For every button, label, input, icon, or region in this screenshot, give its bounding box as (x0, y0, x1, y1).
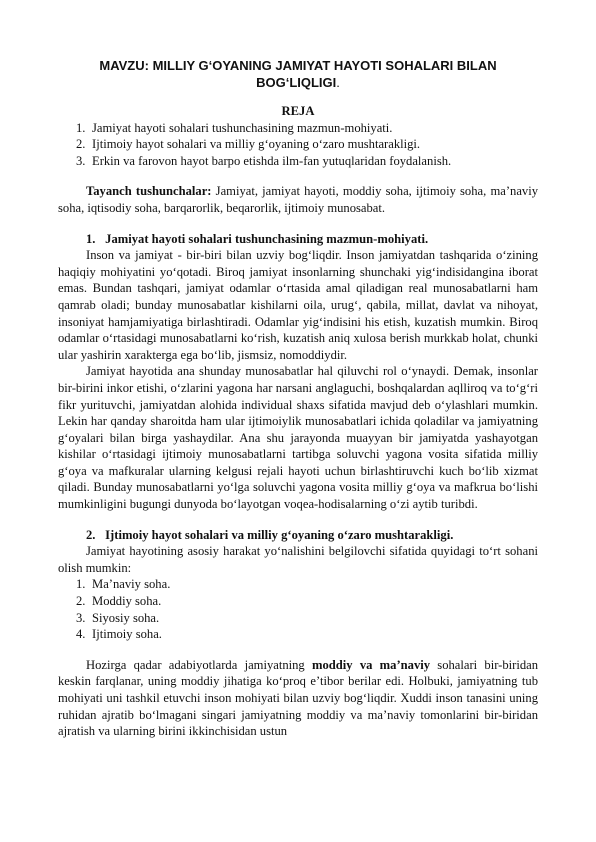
sphere-item-text: Ijtimoiy soha. (92, 627, 162, 642)
plan-list (58, 120, 538, 170)
plan-item-number: 2. (76, 137, 86, 152)
sphere-list (58, 576, 538, 642)
section-1-paragraph-1: Inson va jamiyat - bir-biri bilan uzviy bog‘liqdir. Inson jamiyatdan tashqarida o‘zining haqiqiy mohiyatini yo‘qotadi. Biroq jamiyat insonlarning shunchaki yig‘indisidangina iborat emas. Bundan tashqari, jamiyat odamlar o‘rtasida amal qiladigan real munosabatlarni ham qamrab oladi; bunday munosabatlar kishilarni oila, urug‘, qabila, millat, davlat va nihoyat, insoniyat hamjamiyatiga birlashtiradi. Odamlar yig‘indisini his etish, kuzatish mumkin. Biroq odamlar o‘rtasidagi munosabatlarni ko‘rish, kuzatish aniq xulosa berish murkkab holat, chunki ular yashirin xarakterga ega bo‘lib, jismsiz, nomoddiydir. (58, 248, 538, 362)
sphere-item-number: 1. (76, 577, 86, 592)
sphere-item (58, 576, 538, 593)
section-2-number: 2. (86, 527, 96, 542)
document-title (88, 58, 508, 91)
plan-item-number: 1. (76, 120, 86, 135)
plan-item-text: Jamiyat hayoti sohalari tushunchasining mazmun-mohiyati. (92, 120, 393, 135)
plan-item (58, 136, 538, 153)
section-2-paragraph-2 (58, 657, 538, 740)
plan-item (58, 120, 538, 137)
spacer (58, 643, 538, 657)
sphere-item (58, 610, 538, 627)
section-1-number: 1. (86, 231, 96, 246)
section-1-title: Jamiyat hayoti sohalari tushunchasining mazmun-mohiyati. (105, 231, 429, 246)
title-dot: . (336, 74, 340, 90)
section-2-title: Ijtimoiy hayot sohalari va milliy g‘oyaning o‘zaro mushtarakligi. (105, 527, 454, 542)
section-1-paragraph-2: Jamiyat hayotida ana shunday munosabatlar hal qiluvchi rol o‘ynaydi. Demak, insonlar bir-birini inkor etishi, o‘zlarini yagona har narsani anglaguchi, boshqalardan aqlliroq va to‘g‘ri fikr yurituvchi, jamiyatdan alohida individual shaxs sifatida mavjud deb o‘ylashlari mumkin. Lekin har qanday sharoitda ham ular ijtimoiylik munosabatlari ichida qoladilar va jamiyatning g‘oyalari bilan birga yashaydilar. Ana shu jarayonda muayyan bir jamiyatda yashayotgan kishilar o‘rtasidagi ijtimoiy munosabatlarni tartibga soluvchi yagona vosita sifatida milliy g‘oya va mafkuralar ularning kelgusi rejali hayoti uchun birlashtiruvchi kuch bo‘lib xizmat qiladi. Bunday munosabatlarni yo‘lga soluvchi yagona vosita milliy g‘oya va mafkrua bo‘lishi mumkinligini bugungi dunyoda bo‘layotgan voqea-hodisalarning o‘zi aytib turibdi. (58, 364, 538, 512)
title-line-2 (88, 75, 508, 92)
paragraph-emphasis: moddiy va ma’naviy (311, 657, 431, 672)
section-2-paragraph-1: Jamiyat hayotining asosiy harakat yo‘nalishini belgilovchi sifatida quyidagi to‘rt sohani olish mumkin: (58, 544, 538, 575)
key-concepts-label: Tayanch tushunchalar: (86, 184, 212, 199)
sphere-item-number: 4. (76, 627, 86, 642)
paragraph-text-after: sohalari bir-biridan keskin farqlanar, uning moddiy jihatiga ko‘proq e’tibor berilar edi. Holbuki, jamiyatning tub mohiyati uni tashkil etuvchi inson mohiyati bilan uzviy bog‘liqdir. Xuddi inson tanasini uning ruhidan ajratib bo‘lmagani singari jamiyatning moddiy va ma’naviy tomonlarini bir-biridan ajratish va ularning birini ikkinchisidan ustun (58, 657, 539, 739)
paragraph-text-before: Hozirga qadar adabiyotlarda jamiyatning (86, 657, 312, 672)
key-concepts (58, 183, 538, 216)
section-2-heading (58, 527, 538, 544)
plan-item (58, 153, 538, 170)
plan-item-text: Ijtimoiy hayot sohalari va milliy g‘oyaning o‘zaro mushtarakligi. (92, 137, 421, 152)
sphere-item (58, 626, 538, 643)
section-1-heading (58, 231, 538, 248)
sphere-item-number: 2. (76, 594, 86, 609)
sphere-item-text: Ma’naviy soha. (92, 577, 171, 592)
plan-item-number: 3. (76, 153, 86, 168)
sphere-item-text: Siyosiy soha. (92, 610, 160, 625)
title-line-2-text: BOG‘LIQLIGI (256, 74, 337, 90)
plan-item-text: Erkin va farovon hayot barpo etishda ilm-fan yutuqlaridan foydalanish. (92, 153, 452, 168)
key-concepts-text: Jamiyat, jamiyat hayoti, moddiy soha, ijtimoiy soha, ma’naviy soha, iqtisodiy soha, barqarorlik, beqarorlik, ijtimoiy munosabat. (58, 184, 539, 215)
sphere-item-text: Moddiy soha. (92, 594, 162, 609)
plan-heading: REJA (281, 104, 315, 118)
sphere-item (58, 593, 538, 610)
title-line-1: MAVZU: MILLIY G‘OYANING JAMIYAT HAYOTI SOHALARI BILAN (99, 58, 497, 73)
sphere-item-number: 3. (76, 610, 86, 625)
